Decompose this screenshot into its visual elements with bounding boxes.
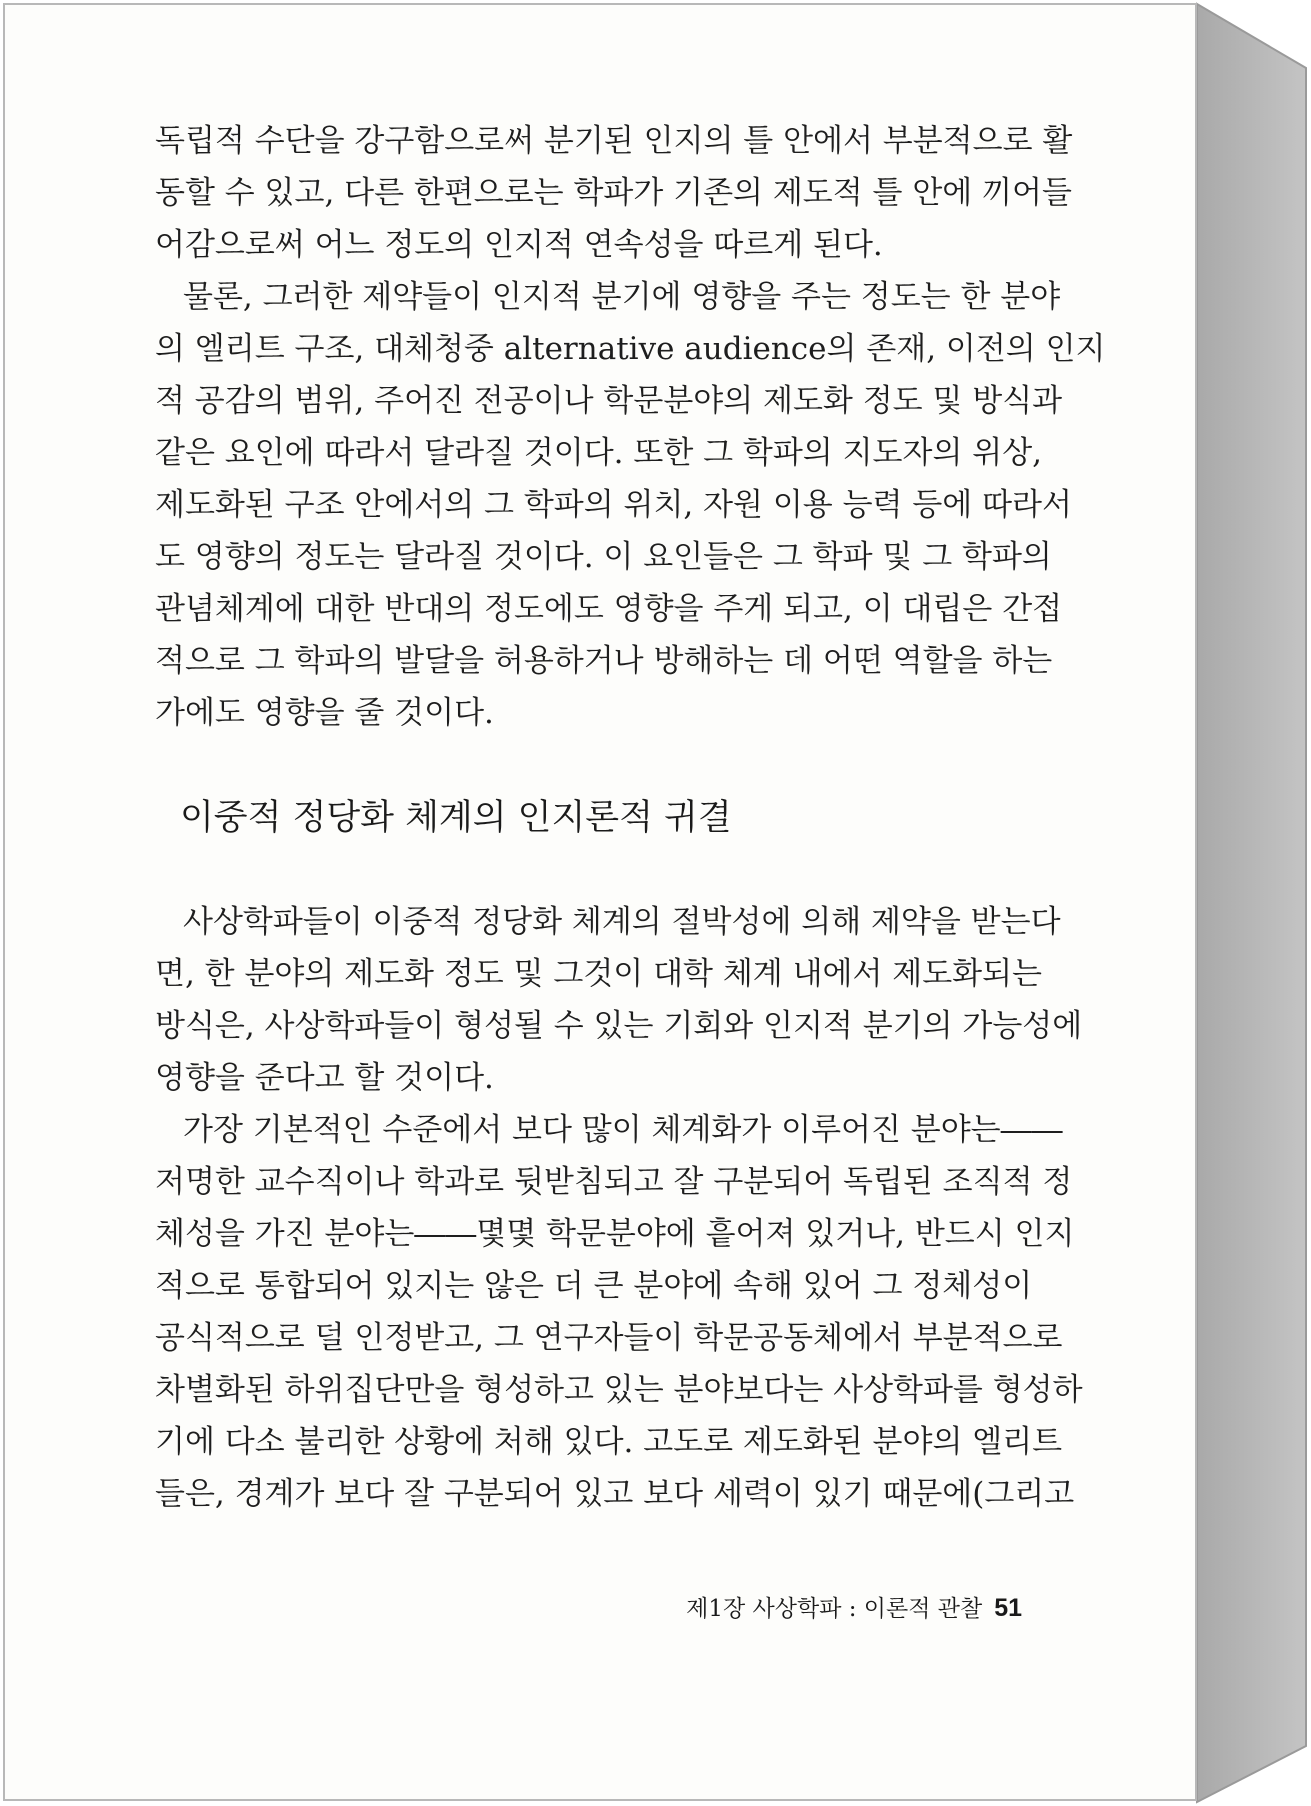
text-line: 의 엘리트 구조, 대체청중 alternative audience의 존재, 이전의 인지: [155, 331, 1106, 367]
text-line: 적으로 통합되어 있지는 않은 더 큰 분야에 속해 있어 그 정체성이: [155, 1268, 1033, 1304]
running-head: 제1장 사상학파 : 이론적 관찰: [686, 1596, 983, 1622]
section-heading: 이중적 정당화 체계의 인지론적 귀결: [180, 798, 732, 838]
text-line: 사상학파들이 이중적 정당화 체계의 절박성에 의해 제약을 받는다: [183, 904, 1061, 940]
text-line: 도 영향의 정도는 달라질 것이다. 이 요인들은 그 학파 및 그 학파의: [155, 539, 1052, 575]
page-number: 51: [994, 1594, 1022, 1622]
text-line: 면, 한 분야의 제도화 정도 및 그것이 대학 체계 내에서 제도화되는: [155, 956, 1042, 992]
text-line: 같은 요인에 따라서 달라질 것이다. 또한 그 학파의 지도자의 위상,: [155, 435, 1042, 471]
text-line: 물론, 그러한 제약들이 인지적 분기에 영향을 주는 정도는 한 분야: [183, 279, 1061, 315]
text-line: 방식은, 사상학파들이 형성될 수 있는 기회와 인지적 분기의 가능성에: [155, 1008, 1083, 1044]
text-line: 독립적 수단을 강구함으로써 분기된 인지의 틀 안에서 부분적으로 활: [155, 123, 1073, 159]
text-line: 들은, 경계가 보다 잘 구분되어 있고 보다 세력이 있기 때문에(그리고: [155, 1476, 1075, 1512]
text-line: 관념체계에 대한 반대의 정도에도 영향을 주게 되고, 이 대립은 간접: [155, 591, 1063, 627]
text-line: 어감으로써 어느 정도의 인지적 연속성을 따르게 된다.: [155, 227, 883, 263]
text-line: 가장 기본적인 수준에서 보다 많이 체계화가 이루어진 분야는――: [183, 1112, 1063, 1148]
text-line: 차별화된 하위집단만을 형성하고 있는 분야보다는 사상학파를 형성하: [155, 1372, 1083, 1408]
text-line: 기에 다소 불리한 상황에 처해 있다. 고도로 제도화된 분야의 엘리트: [155, 1424, 1063, 1460]
text-line: 영향을 준다고 할 것이다.: [155, 1060, 494, 1096]
text-line: 제도화된 구조 안에서의 그 학파의 위치, 자원 이용 능력 등에 따라서: [155, 487, 1072, 523]
page-footer: [686, 1590, 1022, 1623]
text-line: 동할 수 있고, 다른 한편으로는 학파가 기존의 제도적 틀 안에 끼어들: [155, 175, 1072, 211]
body-text-section-2: [155, 896, 1083, 1520]
text-line: 적으로 그 학파의 발달을 허용하거나 방해하는 데 어떤 역할을 하는: [155, 643, 1053, 679]
text-line: 적 공감의 범위, 주어진 전공이나 학문분야의 제도화 정도 및 방식과: [155, 383, 1063, 419]
text-line: 가에도 영향을 줄 것이다.: [155, 695, 494, 731]
text-line: 저명한 교수직이나 학과로 뒷받침되고 잘 구분되어 독립된 조직적 정: [155, 1164, 1073, 1200]
text-line: 공식적으로 덜 인정받고, 그 연구자들이 학문공동체에서 부분적으로: [155, 1320, 1063, 1356]
body-text-section-1: [155, 115, 1106, 739]
text-line: 체성을 가진 분야는――몇몇 학문분야에 흩어져 있거나, 반드시 인지: [155, 1216, 1075, 1252]
